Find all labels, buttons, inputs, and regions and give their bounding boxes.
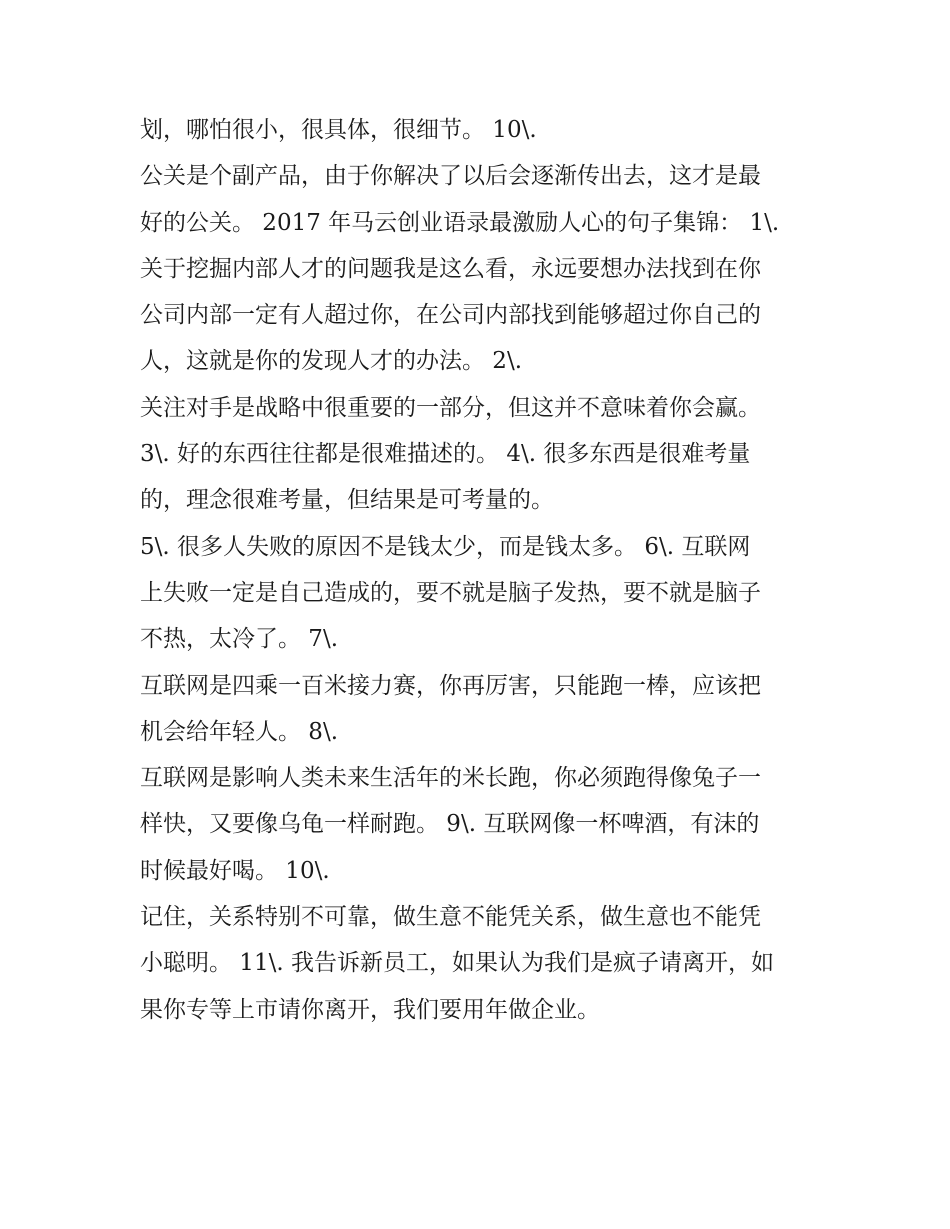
text-line: 记住，关系特别不可靠，做生意不能凭关系，做生意也不能凭	[140, 904, 761, 931]
text-line: 样快，又要像乌龟一样耐跑。 9\. 互联网像一杯啤酒，有沫的	[140, 811, 760, 838]
text-line: 不热，太冷了。 7\.	[140, 626, 339, 653]
text-line: 好的公关。 2017 年马云创业语录最激励人心的句子集锦： 1\.	[140, 209, 780, 236]
text-line: 关于挖掘内部人才的问题我是这么看，永远要想办法找到在你	[140, 255, 761, 282]
body-text	[140, 107, 820, 1033]
text-line: 互联网是影响人类未来生活年的米长跑，你必须跑得像兔子一	[140, 765, 761, 792]
text-line: 的，理念很难考量，但结果是可考量的。	[140, 487, 554, 514]
text-line: 上失败一定是自己造成的，要不就是脑子发热，要不就是脑子	[140, 579, 761, 606]
text-line: 公关是个副产品，由于你解决了以后会逐渐传出去，这才是最	[140, 163, 761, 190]
text-line: 互联网是四乘一百米接力赛，你再厉害，只能跑一棒，应该把	[140, 672, 761, 699]
text-line: 机会给年轻人。 8\.	[140, 718, 339, 745]
text-line: 3\. 好的东西往往都是很难描述的。 4\. 很多东西是很难考量	[140, 441, 751, 468]
text-line: 果你专等上市请你离开，我们要用年做企业。	[140, 996, 600, 1023]
text-line: 关注对手是战略中很重要的一部分，但这并不意味着你会赢。	[140, 394, 761, 421]
text-line: 公司内部一定有人超过你，在公司内部找到能够超过你自己的	[140, 302, 761, 329]
text-line: 划，哪怕很小，很具体，很细节。 10\.	[140, 117, 537, 143]
text-line: 小聪明。 11\. 我告诉新员工，如果认为我们是疯子请离开，如	[140, 950, 774, 977]
text-line: 人，这就是你的发现人才的办法。 2\.	[140, 348, 523, 375]
text-line: 5\. 很多人失败的原因不是钱太少，而是钱太多。 6\. 互联网	[140, 533, 751, 560]
text-line: 时候最好喝。 10\.	[140, 857, 330, 884]
